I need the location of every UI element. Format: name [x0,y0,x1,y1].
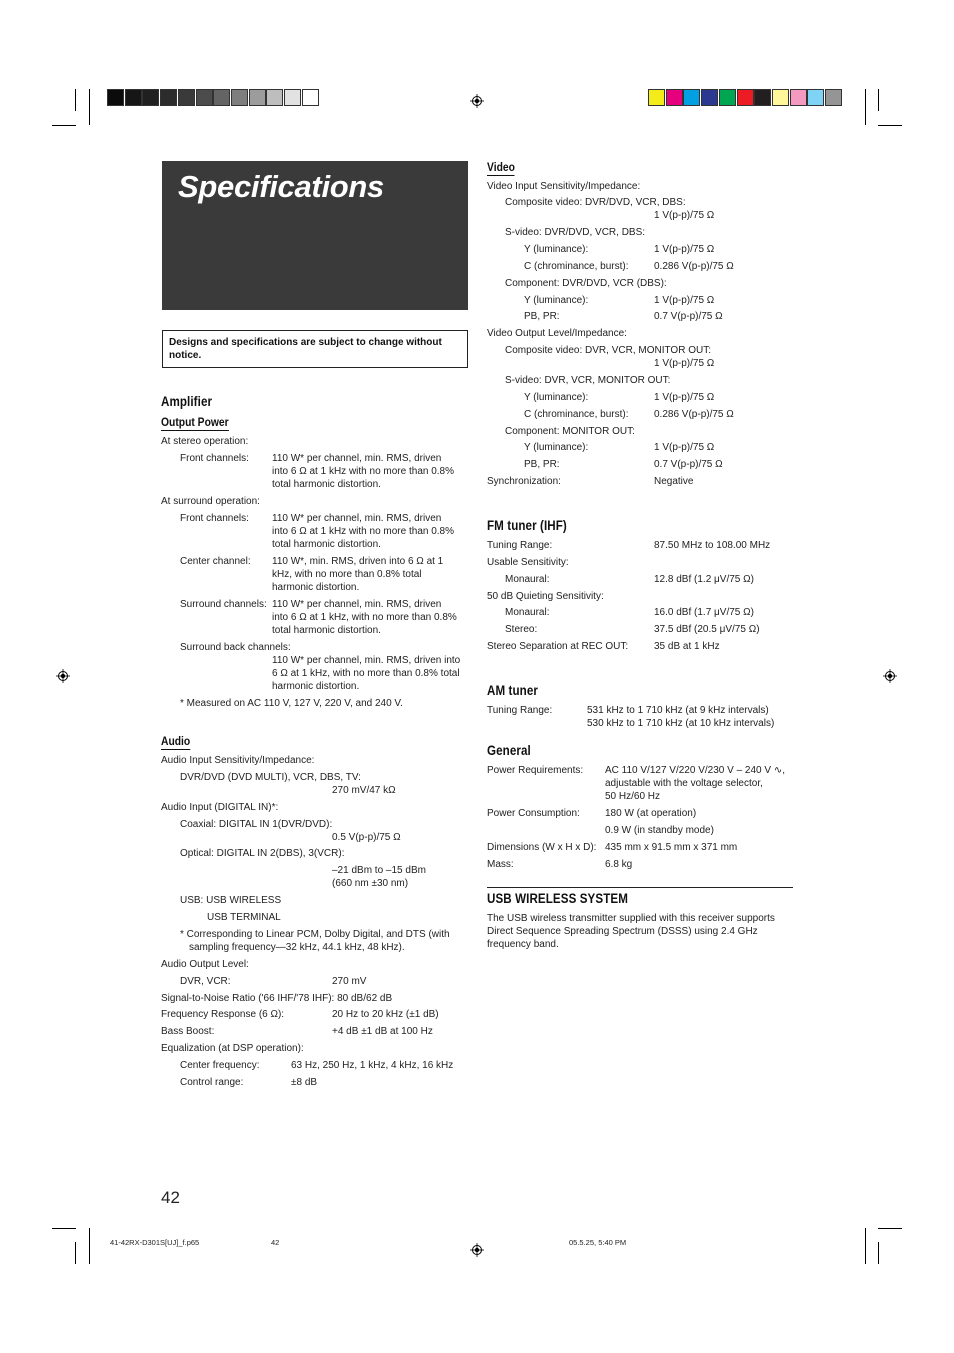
spec-label: S-video: DVR/DVD, VCR, DBS: [505,227,646,238]
spec-value: 1 V(p-p)/75 Ω [654,392,715,403]
spec-label: Power Consumption: [487,808,580,819]
spec-label: Video Input Sensitivity/Impedance: [487,181,641,192]
surround-back-label: Surround back channels: [180,642,291,653]
spec-label: Tuning Range: [487,705,553,716]
spec-label: DVR, VCR: [180,976,231,987]
amplifier-heading: Amplifier [161,394,213,409]
spec-value: 110 W* per channel, min. RMS, driven into [272,655,461,666]
spec-value: 6.8 kg [605,859,633,870]
color-swatch [213,89,230,106]
title-box [162,161,468,310]
spec-value: 110 W* per channel, min. RMS, driven [272,453,442,464]
spec-value: 1 V(p-p)/75 Ω [654,358,715,369]
spec-label: Dimensions (W x H x D): [487,842,597,853]
footer-file: 41-42RX-D301S[UJ]_f.p65 [110,1238,200,1247]
spec-label: PB, PR: [524,311,560,322]
spec-value: 270 mV [332,976,367,987]
am-tuner-heading: AM tuner [487,683,538,698]
stereo-front-label: Front channels: [180,453,249,464]
spec-value: 270 mV/47 kΩ [332,785,396,796]
spec-label: Y (luminance): [524,244,589,255]
output-power-heading: Output Power [161,415,229,429]
spec-label: Synchronization: [487,476,561,487]
spec-value: 1 V(p-p)/75 Ω [654,442,715,453]
spec-label: Y (luminance): [524,442,589,453]
spec-label: Coaxial: DIGITAL IN 1(DVR/DVD): [180,819,333,830]
spec-value: 530 kHz to 1 710 kHz (at 10 kHz intervals) [587,718,775,729]
spec-label: Usable Sensitivity: [487,557,569,568]
spec-value: 531 kHz to 1 710 kHz (at 9 kHz intervals) [587,705,769,716]
page-number: 42 [161,1188,180,1207]
spec-label: Monaural: [505,607,550,618]
spec-value: 1 V(p-p)/75 Ω [654,244,715,255]
registration-mark-icon [470,94,484,108]
spec-value: 110 W* per channel, min. RMS, driven [272,599,442,610]
color-swatch [737,89,754,106]
spec-value: 6 Ω at 1 kHz, with no more than 0.8% total [272,668,460,679]
spec-value: 16.0 dBf (1.7 μV/75 Ω) [654,607,754,618]
spec-value: (660 nm ±30 nm) [332,878,409,889]
surround-label: At surround operation: [161,496,260,507]
color-swatch [231,89,248,106]
color-swatch [302,89,319,106]
color-swatch [719,89,736,106]
registration-mark-icon [56,669,70,683]
usb-divider [487,887,793,888]
surround-front-label: Front channels: [180,513,249,524]
spec-label: Monaural: [505,574,550,585]
spec-value: 0.7 V(p-p)/75 Ω [654,459,723,470]
color-swatch [666,89,683,106]
spec-value: 0.5 V(p-p)/75 Ω [332,832,401,843]
fm-tuner-heading: FM tuner (IHF) [487,518,567,533]
spec-label: Optical: DIGITAL IN 2(DBS), 3(VCR): [180,848,345,859]
spec-value: AC 110 V/127 V/220 V/230 V – 240 V ∿, [605,765,785,776]
usb-text: Direct Sequence Spreading Spectrum (DSSS) using 2.4 GHz [487,926,758,937]
spec-label: DVR/DVD (DVD MULTI), VCR, DBS, TV: [180,772,361,783]
spec-label: Stereo Separation at REC OUT: [487,641,629,652]
color-swatch [648,89,665,106]
spec-label: Component: DVR/DVD, VCR (DBS): [505,278,667,289]
notice-box [162,330,468,368]
audio-footnote: sampling frequency—32 kHz, 44.1 kHz, 48 kHz). [189,942,405,953]
surround-channels-label: Surround channels: [180,599,267,610]
spec-value: 0.7 V(p-p)/75 Ω [654,311,723,322]
spec-value: 0.286 V(p-p)/75 Ω [654,409,734,420]
spec-value: kHz, with no more than 0.8% total [272,569,422,580]
spec-label: PB, PR: [524,459,560,470]
spec-value: harmonic distortion. [272,582,360,593]
spec-value: adjustable with the voltage selector, [605,778,763,789]
spec-label: USB: USB WIRELESS [180,895,282,906]
video-heading: Video [487,160,515,174]
color-swatch [790,89,807,106]
spec-label: C (chrominance, burst): [524,409,629,420]
spec-value: 435 mm x 91.5 mm x 371 mm [605,842,738,853]
spec-label: C (chrominance, burst): [524,261,629,272]
usb-text: The USB wireless transmitter supplied with this receiver supports [487,913,775,924]
spec-label: Tuning Range: [487,540,553,551]
usb-wireless-heading: USB WIRELESS SYSTEM [487,891,628,906]
color-swatch [160,89,177,106]
color-swatch [249,89,266,106]
color-swatch [107,89,124,106]
spec-value: –21 dBm to –15 dBm [332,865,426,876]
spec-value: harmonic distortion. [272,681,360,692]
spec-label: Stereo: [505,624,538,635]
color-swatch [683,89,700,106]
spec-value: 12.8 dBf (1.2 μV/75 Ω) [654,574,754,585]
spec-value: ±8 dB [291,1077,318,1088]
center-channel-label: Center channel: [180,556,251,567]
spec-label: S-video: DVR, VCR, MONITOR OUT: [505,375,671,386]
usb-text: frequency band. [487,939,559,950]
footer-page: 42 [271,1238,280,1247]
spec-value: 1 V(p-p)/75 Ω [654,295,715,306]
spec-label: Frequency Response (6 Ω): [161,1009,285,1020]
spec-label: 50 dB Quieting Sensitivity: [487,591,604,602]
audio-footnote: * Corresponding to Linear PCM, Dolby Digital, and DTS (with [180,929,450,940]
spec-value: +4 dB ±1 dB at 100 Hz [332,1026,433,1037]
spec-label: USB TERMINAL [207,912,281,923]
spec-value: total harmonic distortion. [272,539,381,550]
spec-value: total harmonic distortion. [272,479,381,490]
spec-value: 87.50 MHz to 108.00 MHz [654,540,771,551]
spec-value: 20 Hz to 20 kHz (±1 dB) [332,1009,439,1020]
color-swatch [196,89,213,106]
color-swatch [284,89,301,106]
amplifier-footnote: * Measured on AC 110 V, 127 V, 220 V, and 240 V. [180,698,403,709]
spec-label: Audio Input (DIGITAL IN)*: [161,802,279,813]
spec-label: Mass: [487,859,514,870]
spec-label: Equalization (at DSP operation): [161,1043,304,1054]
spec-label: Composite video: DVR/DVD, VCR, DBS: [505,197,686,208]
spec-value: 0.9 W (in standby mode) [605,825,714,836]
spec-label: Bass Boost: [161,1026,215,1037]
spec-value: 1 V(p-p)/75 Ω [654,210,715,221]
spec-label: Component: MONITOR OUT: [505,426,635,437]
spec-value: Negative [654,476,694,487]
spec-label: Y (luminance): [524,295,589,306]
color-swatch [701,89,718,106]
spec-value: into 6 Ω at 1 kHz, with no more than 0.8% [272,612,457,623]
color-swatch [807,89,824,106]
registration-mark-icon [470,1243,484,1257]
spec-value: into 6 Ω at 1 kHz with no more than 0.8% [272,526,455,537]
spec-label: Power Requirements: [487,765,584,776]
spec-label: Center frequency: [180,1060,260,1071]
spec-label: Y (luminance): [524,392,589,403]
spec-label: Audio Input Sensitivity/Impedance: [161,755,315,766]
spec-value: total harmonic distortion. [272,625,381,636]
stereo-label: At stereo operation: [161,436,249,447]
audio-heading: Audio [161,734,191,748]
spec-label: Audio Output Level: [161,959,249,970]
color-swatch [266,89,283,106]
page-title: Specifications [178,169,384,204]
color-swatch [125,89,142,106]
spec-value: 50 Hz/60 Hz [605,791,661,802]
spec-value: 180 W (at operation) [605,808,697,819]
color-swatch [754,89,771,106]
color-swatch [825,89,842,106]
spec-value: 35 dB at 1 kHz [654,641,720,652]
spec-label: Video Output Level/Impedance: [487,328,627,339]
general-heading: General [487,743,531,758]
color-swatch [772,89,789,106]
spec-value: 110 W*, min. RMS, driven into 6 Ω at 1 [272,556,444,567]
color-swatch [178,89,195,106]
spec-value: 0.286 V(p-p)/75 Ω [654,261,734,272]
notice-text: Designs and specifications are subject to change without notice. [169,337,442,361]
spec-value: 63 Hz, 250 Hz, 1 kHz, 4 kHz, 16 kHz [291,1060,454,1071]
spec-label: Composite video: DVR, VCR, MONITOR OUT: [505,345,711,356]
spec-value: 37.5 dBf (20.5 μV/75 Ω) [654,624,760,635]
registration-mark-icon [883,669,897,683]
color-swatch [142,89,159,106]
spec-label: Signal-to-Noise Ratio ('66 IHF/'78 IHF): 80 dB/62 dB [161,993,393,1004]
spec-label: Control range: [180,1077,244,1088]
spec-value: 110 W* per channel, min. RMS, driven [272,513,442,524]
footer-date: 05.5.25, 5:40 PM [569,1238,627,1247]
spec-value: into 6 Ω at 1 kHz with no more than 0.8% [272,466,455,477]
